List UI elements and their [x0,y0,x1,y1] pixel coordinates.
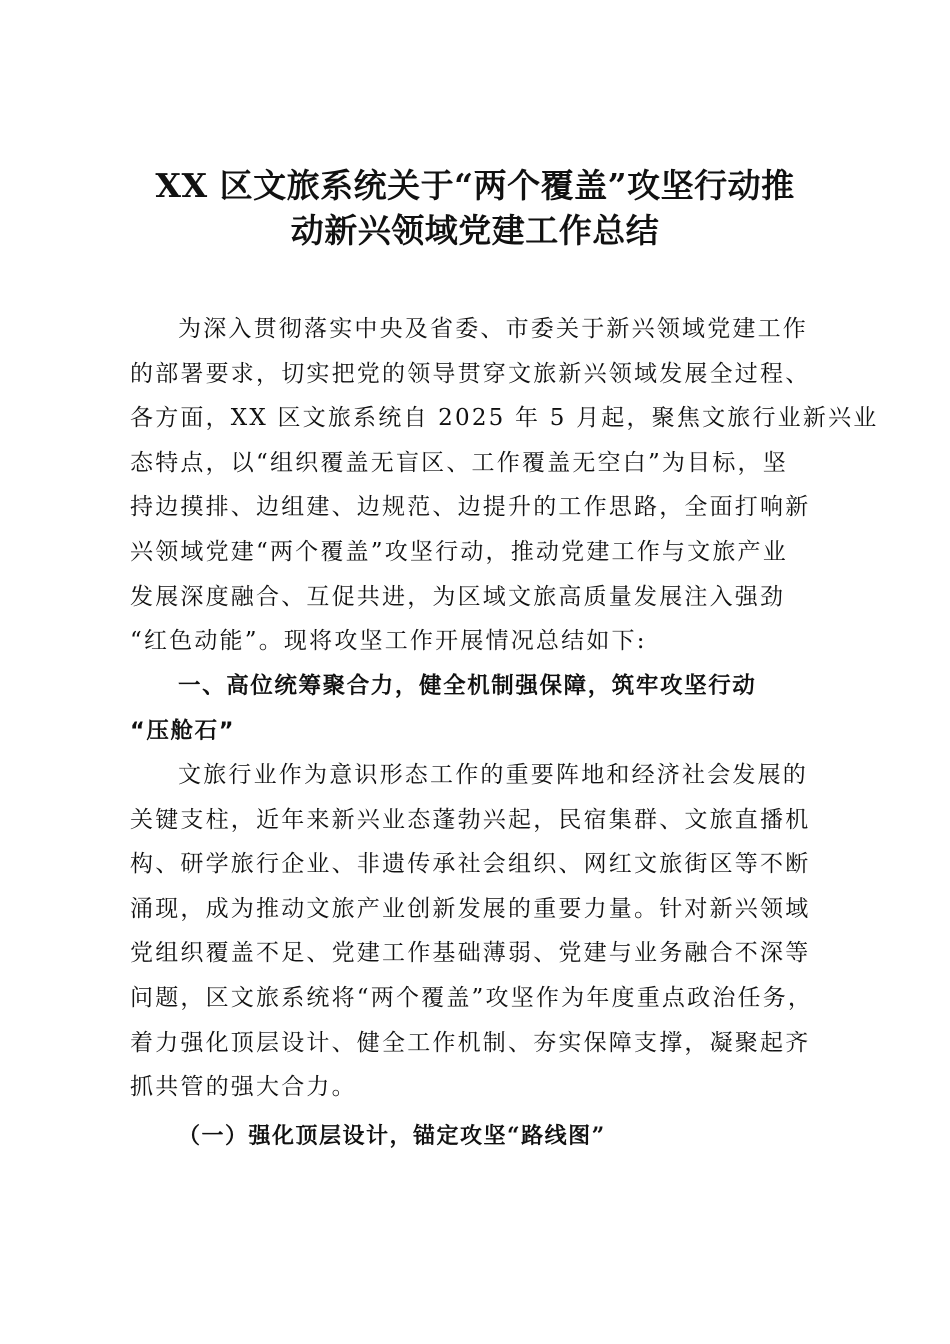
heading-line: 一、高位统筹聚合力，健全机制强保障，筑牢攻坚行动 [178,673,757,699]
paragraph-line: 构、研学旅行企业、非遗传承社会组织、网红文旅街区等不断 [130,851,811,878]
paragraph-line: 态特点，以“组织覆盖无盲区、工作覆盖无空白”为目标，坚 [130,449,788,476]
heading-line: “压舱石” [130,717,236,744]
paragraph-line: 为深入贯彻落实中央及省委、市委关于新兴领域党建工作 [178,316,808,342]
section-heading-1 [130,664,830,753]
subsection-heading-1 [130,1114,830,1159]
title-line-1: XX 区文旅系统关于“两个覆盖”攻坚行动推 [155,166,795,205]
title-line-2: 动新兴领域党建工作总结 [290,211,660,250]
paragraph-line: 问题，区文旅系统将“两个覆盖”攻坚作为年度重点政治任务， [130,984,814,1011]
document-title [110,163,840,253]
paragraph-line: “红色动能”。现将攻坚工作开展情况总结如下: [130,628,647,655]
paragraph-line: 关键支柱，近年来新兴业态蓬勃兴起，民宿集群、文旅直播机 [130,806,811,833]
subsection-heading-text: （一）强化顶层设计，锚定攻坚“路线图” [178,1123,606,1149]
paragraph-line: 党组织覆盖不足、党建工作基础薄弱、党建与业务融合不深等 [130,940,811,967]
paragraph-line: 抓共管的强大合力。 [130,1074,357,1101]
paragraph-line: 持边摸排、边组建、边规范、边提升的工作思路，全面打响新 [130,494,811,521]
paragraph-line: 各方面，XX 区文旅系统自 2025 年 5 月起，聚焦文旅行业新兴业 [130,405,879,432]
paragraph-line: 涌现，成为推动文旅产业创新发展的重要力量。针对新兴领域 [130,895,811,922]
paragraph-line: 文旅行业作为意识形态工作的重要阵地和经济社会发展的 [178,762,808,788]
intro-paragraph [130,307,879,664]
paragraph-line: 兴领域党建“两个覆盖”攻坚行动，推动党建工作与文旅产业 [130,538,788,565]
section-1-paragraph [130,753,830,1110]
paragraph-line: 发展深度融合、互促共进，为区域文旅高质量发展注入强劲 [130,583,786,610]
paragraph-line: 着力强化顶层设计、健全工作机制、夯实保障支撑，凝聚起齐 [130,1029,811,1056]
paragraph-line: 的部署要求，切实把党的领导贯穿文旅新兴领域发展全过程、 [130,360,811,387]
